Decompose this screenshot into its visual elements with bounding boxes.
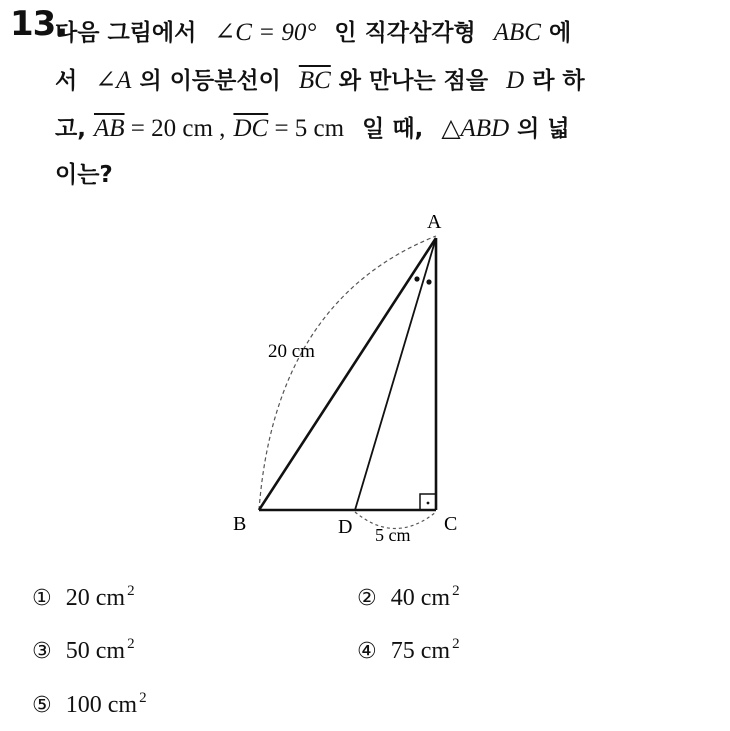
math-angle-a: ∠A	[95, 67, 132, 94]
bisector-ad	[355, 238, 436, 510]
text-segment: 고,	[55, 116, 86, 142]
text-segment: 이는?	[55, 162, 113, 188]
label-ab-length: 20 cm	[268, 341, 315, 362]
label-c: C	[444, 513, 458, 535]
choice-1[interactable]	[32, 583, 135, 612]
choice-value: 20 cm	[65, 585, 126, 611]
choice-4[interactable]	[357, 636, 460, 665]
choice-number: ③	[32, 639, 52, 664]
choice-value: 40 cm	[390, 585, 451, 611]
math-segment-dc: $\overline{DC}$	[233, 115, 269, 142]
choice-2[interactable]	[357, 583, 460, 612]
text-segment: 와 만나는 점을	[338, 68, 489, 94]
side-ab	[259, 238, 436, 510]
label-b: B	[233, 513, 247, 535]
choice-number: ⑤	[32, 693, 52, 718]
angle-mark-dot	[426, 279, 431, 284]
question-number: 13.	[10, 4, 68, 44]
math-point-d: D	[506, 67, 525, 94]
label-a: A	[427, 211, 442, 233]
text-segment: 의 이등분선이	[139, 68, 281, 94]
choice-exponent: 2	[127, 583, 135, 599]
choice-number: ①	[32, 586, 52, 611]
choice-5[interactable]	[32, 690, 147, 719]
math-triangle-abd: △ABD	[441, 115, 510, 142]
text-segment: 인 직각삼각형	[334, 20, 476, 46]
choice-exponent: 2	[452, 636, 460, 652]
choice-value: 50 cm	[65, 638, 126, 664]
text-segment: 일 때,	[362, 116, 424, 142]
math-angle-c: ∠C = 90°	[214, 19, 317, 46]
math-segment-bc: $\overline{BC}$	[298, 67, 331, 94]
text-segment: 에	[548, 20, 572, 46]
text-segment: 다음 그림에서	[55, 20, 197, 46]
right-angle-dot	[427, 502, 430, 505]
label-dc-length: 5 cm	[375, 525, 411, 545]
choice-number: ②	[357, 586, 377, 611]
text-segment: 라 하	[532, 68, 585, 94]
choice-value: 100 cm	[65, 692, 138, 718]
text-segment: 서	[55, 68, 78, 94]
label-d: D	[338, 516, 353, 538]
math-dc-value: = 5 cm	[268, 115, 345, 142]
choice-number: ④	[357, 639, 377, 664]
math-ab-value: = 20 cm ,	[124, 115, 226, 142]
math-triangle-abc: ABC	[493, 19, 541, 46]
text-segment: 의 넓	[517, 116, 570, 142]
angle-mark-dot	[414, 276, 419, 281]
choice-exponent: 2	[127, 636, 135, 652]
choice-exponent: 2	[452, 583, 460, 599]
choice-value: 75 cm	[390, 638, 451, 664]
choice-exponent: 2	[139, 690, 147, 706]
math-segment-ab: $\overline{AB}$	[93, 115, 125, 142]
choice-3[interactable]	[32, 636, 135, 665]
